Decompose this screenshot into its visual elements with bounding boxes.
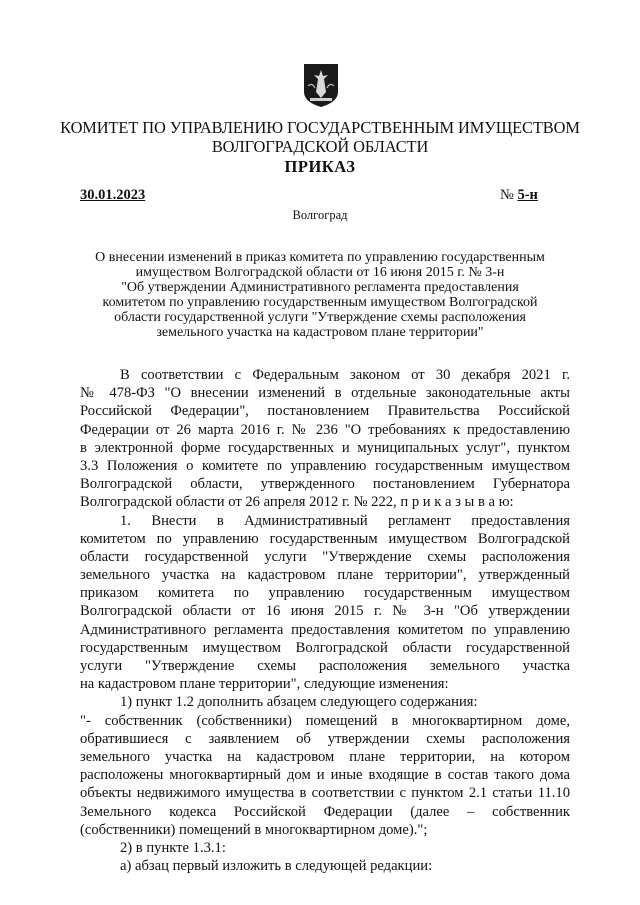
body-line: 3.3 Положения о комитете по управлению государственным имуществом <box>80 457 570 474</box>
body-line: 2) в пункте 1.3.1: <box>120 839 226 856</box>
body-line: № 478-ФЗ "О внесении изменений в отдельные законодательные акты <box>80 385 570 402</box>
document-subject <box>70 250 570 340</box>
body-line: Волгоградской области от 16 июня 2015 г. № 3-н "Об утверждении <box>80 603 570 620</box>
body-line: 1) пункт 1.2 дополнить абзацем следующего содержания: <box>120 694 478 711</box>
body-line: Волгоградской области, утвержденного постановлением Губернатора <box>80 476 570 493</box>
body-line: Административного регламента предоставления комитетом по управлению <box>80 621 570 638</box>
body-line: комитетом по управлению государственным имуществом Волгоградской <box>80 530 570 547</box>
body-line: приказом комитета по управлению государственным имуществом <box>80 585 570 602</box>
document-city: Волгоград <box>292 208 348 222</box>
body-line: расположены многоквартирный дом и иные входящие в состав такого дома <box>80 767 570 784</box>
body-line: области государственной услуги "Утверждение схемы расположения <box>80 548 570 565</box>
number-prefix: № <box>500 187 514 203</box>
body-line: земельного участка на кадастровом плане территории", утвержденный <box>80 567 570 584</box>
number-value: 5-н <box>517 187 538 203</box>
subject-line: О внесении изменений в приказ комитета по управлению государственным <box>95 250 545 265</box>
body-line: В соответствии с Федеральным законом от 30 декабря 2021 г. <box>120 367 570 383</box>
body-line: Федерации от 26 марта 2016 г. № 236 "О требованиях к предоставлению <box>80 421 570 438</box>
subject-line: "Об утверждении Административного регламента предоставления <box>121 280 519 295</box>
body-line: государственным имуществом Волгоградской области государственной <box>80 639 570 656</box>
body-line: услуги "Утверждение схемы расположения земельного участка <box>80 658 570 674</box>
subject-line: имуществом Волгоградской области от 16 июня 2015 г. № 3-н <box>135 265 505 280</box>
subject-line: комитетом по управлению государственным имуществом Волгоградской <box>102 295 538 310</box>
body-line: обратившиеся с заявлением об утверждении схемы расположения <box>80 730 570 747</box>
subject-line: области государственной услуги "Утверждение схемы расположения <box>114 310 526 325</box>
body-line: а) абзац первый изложить в следующей редакции: <box>120 858 433 875</box>
body-line: (собственники) помещений в многоквартирном доме)."; <box>80 821 428 838</box>
volgograd-coat-of-arms-icon <box>302 62 340 108</box>
body-line: земельного участка на кадастровом плане территории, на котором <box>80 748 570 765</box>
body-line: Волгоградской области от 26 апреля 2012 г. № 222, п р и к а з ы в а ю: <box>80 494 514 511</box>
org-name-line2: ВОЛГОГРАДСКОЙ ОБЛАСТИ <box>211 137 429 156</box>
document-type: ПРИКАЗ <box>284 157 356 176</box>
body-line: в электронной форме государственных и муниципальных услуг", пунктом <box>80 439 570 456</box>
subject-line: земельного участка на кадастровом плане территории" <box>156 325 484 340</box>
body-line: на кадастровом плане территории", следующие изменения: <box>80 676 449 693</box>
document-body <box>80 366 570 875</box>
body-line: 1. Внести в Административный регламент предоставления <box>120 512 570 529</box>
org-name-line1: КОМИТЕТ ПО УПРАВЛЕНИЮ ГОСУДАРСТВЕННЫМ ИМУЩЕСТВОМ <box>60 118 580 137</box>
body-line: "- собственник (собственники) помещений в многоквартирном доме, <box>80 712 570 729</box>
body-line: объекты недвижимого имущества в соответствии с пунктом 2.1 статьи 11.10 <box>80 785 570 802</box>
body-line: Земельного кодекса Российской Федерации (далее – собственник <box>80 803 570 820</box>
document-date: 30.01.2023 <box>80 187 146 203</box>
document-number <box>500 186 538 204</box>
body-line: Российской Федерации", постановлением Правительства Российской <box>80 403 570 420</box>
